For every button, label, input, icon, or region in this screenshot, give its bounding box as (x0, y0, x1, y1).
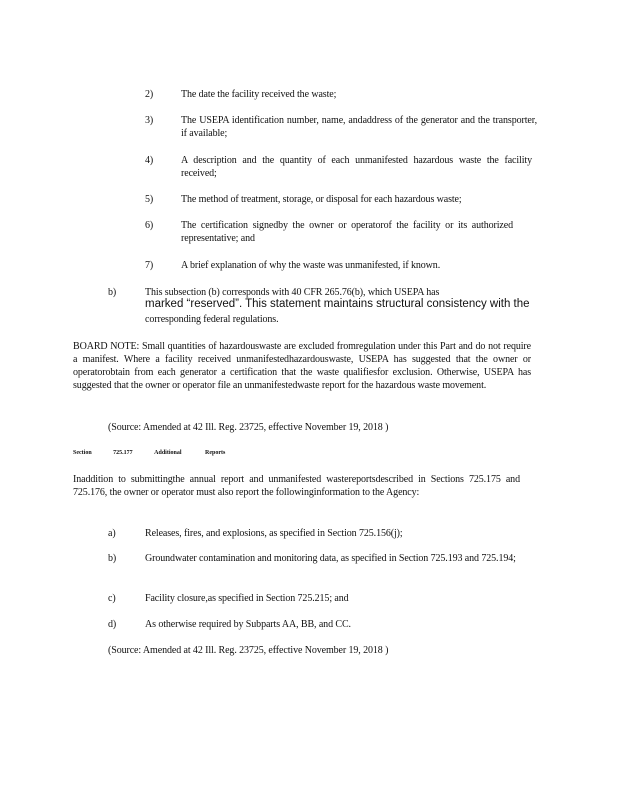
source-note (108, 644, 528, 657)
subsection-line-2: marked “reserved”. This statement maintains structural consistency with the (145, 298, 530, 310)
subsection-line-1: This subsection (b) corresponds with 40 CFR 265.76(b), which USEPA has (145, 287, 440, 298)
intro-text: Inaddition to submittingthe annual report and unmanifested wastereportsdescribed in Sections 725.175 and 725.176, the owner or operator must also report the followinginformation to the Agency: (73, 474, 520, 498)
section-label: Section (73, 450, 92, 456)
item-text: As otherwise required by Subparts AA, BB, and CC. (145, 619, 351, 630)
source-note (108, 421, 528, 434)
item-text: Facility closure,as specified in Section 725.215; and (145, 593, 349, 604)
item-number: 7) (145, 260, 154, 271)
subsection-line-3: corresponding federal regulations. (145, 314, 279, 325)
item-text: A brief explanation of why the waste was unmanifested, if known. (181, 260, 441, 271)
item-letter: b) (108, 553, 117, 564)
item-number: 3) (145, 115, 154, 126)
board-note-text: BOARD NOTE: Small quantities of hazardouswaste are excluded fromregulation under this Part and do not require a manifest. Where a facility received unmanifestedhazardouswaste, USEPA has suggested that the owner or operatorobtain from each generator a certification that the waste qualifiesfor exclusion. Otherwise, USEPA has suggested that the owner or operator file an unmanifestedwaste report for the hazardous waste movement. (73, 341, 531, 391)
source-text: (Source: Amended at 42 Ill. Reg. 23725, effective November 19, 2018 ) (108, 645, 389, 656)
item-text: A description and the quantity of each unmanifested hazardous waste the facility received; (181, 155, 532, 179)
item-text: Groundwater contamination and monitoring data, as specified in Section 725.193 and 725.194; (145, 553, 516, 564)
section-heading (73, 450, 225, 456)
intro-paragraph (73, 473, 520, 499)
board-note (73, 340, 531, 392)
section-title-2: Reports (205, 450, 226, 456)
subsection-letter: b) (108, 287, 117, 298)
source-text: (Source: Amended at 42 Ill. Reg. 23725, effective November 19, 2018 ) (108, 422, 389, 433)
section-title-1: Additional (154, 450, 182, 456)
item-letter: c) (108, 593, 116, 604)
item-number: 4) (145, 155, 154, 166)
item-text: The certification signedby the owner or operatorof the facility or its authorized representative; and (181, 220, 513, 244)
item-letter: a) (108, 528, 116, 539)
item-text: The date the facility received the waste; (181, 89, 337, 100)
item-number: 2) (145, 89, 154, 100)
item-number: 5) (145, 194, 154, 205)
item-letter: d) (108, 619, 117, 630)
item-text: The USEPA identification number, name, andaddress of the generator and the transporter, if available; (181, 115, 537, 139)
item-text: The method of treatment, storage, or disposal for each hazardous waste; (181, 194, 462, 205)
section-number: 725.177 (113, 450, 133, 456)
item-number: 6) (145, 220, 154, 231)
item-text: Releases, fires, and explosions, as specified in Section 725.156(j); (145, 528, 403, 539)
